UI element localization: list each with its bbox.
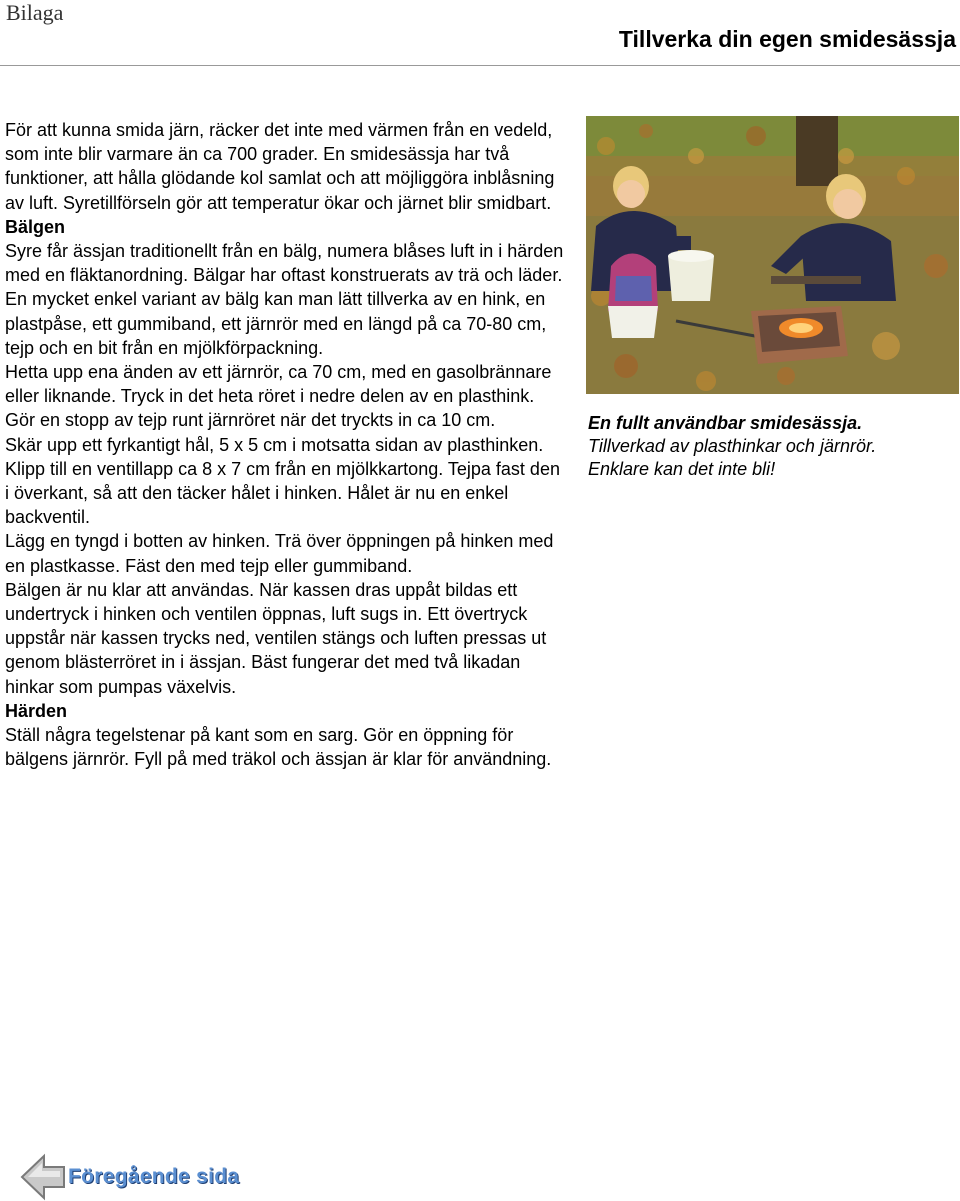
- hearth-paragraph: Ställ några tegelstenar på kant som en sarg. Gör en öppning för bälgens järnrör. Fyll på med träkol och ässjan är klar för användning.: [5, 725, 552, 770]
- bellows-heading: Bälgen: [5, 216, 66, 237]
- figure-caption: [588, 412, 948, 481]
- arrow-left-icon: [20, 1153, 68, 1201]
- caption-line: Enklare kan det inte bli!: [588, 459, 776, 479]
- bellows-paragraph-3: Skär upp ett fyrkantigt hål, 5 x 5 cm i motsatta sidan av plasthinken. Klipp till en ventillapp ca 8 x 7 cm från en mjölkkartong. Tejpa fast den i överkant, så att den täcker hålet i hinken. Hålet är nu en enkel backventil.: [5, 434, 560, 528]
- bellows-paragraph-2: Hetta upp ena änden av ett järnrör, ca 70 cm, med en gasolbrännare eller liknande. Tryck in det heta röret i nedre delen av en plasthink. Gör en stopp av tejp runt järnröret när det tryckts in ca 10 cm.: [5, 362, 552, 431]
- forge-photo: [586, 116, 959, 394]
- bellows-paragraph-1: Syre får ässjan traditionellt från en bälg, numera blåses luft in i härden med en fläktanordning. Bälgar har oftast konstruerats av trä och läder. En mycket enkel variant av bälg kan man lätt tillverka av en hink, en plastpåse, ett gummiband, ett järnrör med en längd på ca 70-80 cm, tejp och en bit från en mjölkförpackning.: [5, 241, 564, 358]
- article-body: [5, 118, 565, 771]
- bellows-paragraph-5: Bälgen är nu klar att användas. När kassen dras uppåt bildas ett undertryck i hinken och ventilen öppnas, luft sugs in. Ett övertryck uppstår när kassen trycks ned, ventilen stängs och luften pressas ut genom blästerröret in i ässjan. Bäst fungerar det med två likadan hinkar som pumpas växelvis.: [5, 579, 547, 697]
- page-title: Tillverka din egen smidesässja: [618, 26, 956, 52]
- section-label: Bilaga: [6, 0, 64, 25]
- previous-page-link[interactable]: [20, 1153, 250, 1201]
- caption-title: En fullt användbar smidesässja.: [588, 413, 863, 433]
- caption-line: Tillverkad av plasthinkar och järnrör.: [588, 436, 877, 456]
- header-divider: [0, 65, 960, 66]
- bellows-paragraph-4: Lägg en tyngd i botten av hinken. Trä över öppningen på hinken med en plastkasse. Fäst den med tejp eller gummiband.: [5, 531, 554, 576]
- previous-page-label[interactable]: Föregående sida: [68, 1165, 240, 1188]
- hearth-heading: Härden: [5, 700, 68, 721]
- intro-paragraph: För att kunna smida järn, räcker det inte med värmen från en vedeld, som inte blir varmare än ca 700 grader. En smidesässja har två funktioner, att hålla glödande kol samlat och att möjliggöra inblåsning av luft. Syretillförseln gör att temperatur ökar och järnet blir smidbart.: [5, 120, 555, 213]
